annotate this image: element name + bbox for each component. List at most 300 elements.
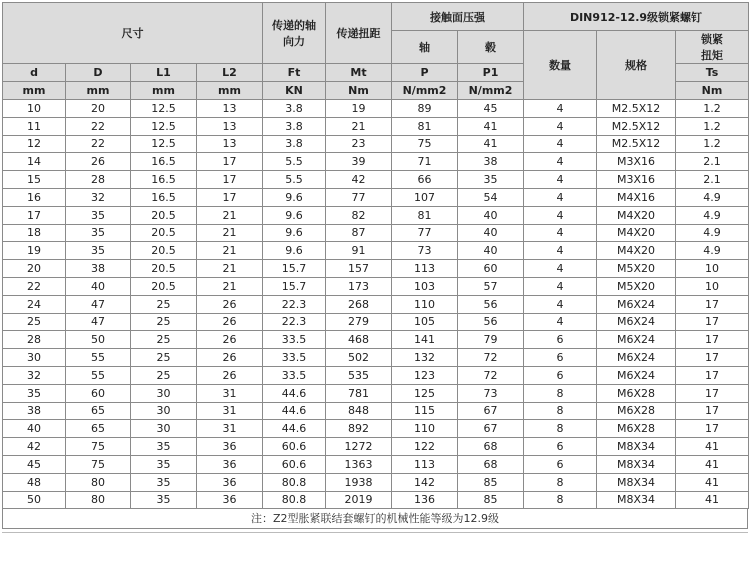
header-bolt-group: DIN912-12.9级锁紧螺钉 — [524, 3, 749, 31]
cell-Ts: 41 — [676, 455, 749, 473]
cell-P: 105 — [392, 313, 458, 331]
cell-quantity: 4 — [524, 295, 597, 313]
cell-L1: 20.5 — [131, 206, 197, 224]
cell-quantity: 6 — [524, 349, 597, 367]
cell-L2: 36 — [197, 455, 263, 473]
header-unit-P: N/mm2 — [392, 82, 458, 100]
cell-d: 30 — [3, 349, 66, 367]
cell-d: 12 — [3, 135, 66, 153]
table-row — [3, 420, 749, 438]
cell-Ft: 9.6 — [263, 188, 326, 206]
cell-Mt: 21 — [326, 117, 392, 135]
cell-Mt: 892 — [326, 420, 392, 438]
cell-Mt: 157 — [326, 260, 392, 278]
cell-P: 73 — [392, 242, 458, 260]
cell-P1: 56 — [458, 295, 524, 313]
cell-quantity: 4 — [524, 206, 597, 224]
cell-Ft: 9.6 — [263, 242, 326, 260]
cell-L2: 26 — [197, 331, 263, 349]
header-unit-d: mm — [3, 82, 66, 100]
cell-D: 32 — [66, 188, 131, 206]
cell-P: 71 — [392, 153, 458, 171]
cell-Ts: 4.9 — [676, 188, 749, 206]
table-row — [3, 100, 749, 118]
cell-P: 122 — [392, 438, 458, 456]
cell-L2: 31 — [197, 384, 263, 402]
cell-P1: 35 — [458, 171, 524, 189]
cell-Ts: 17 — [676, 384, 749, 402]
cell-Ts: 2.1 — [676, 153, 749, 171]
cell-D: 50 — [66, 331, 131, 349]
cell-L2: 21 — [197, 224, 263, 242]
header-spec: 规格 — [597, 31, 676, 100]
cell-d: 48 — [3, 473, 66, 491]
table-row — [3, 117, 749, 135]
cell-L2: 17 — [197, 171, 263, 189]
header-lock-torque-line2: 扭矩 — [701, 49, 724, 62]
cell-Ft: 9.6 — [263, 206, 326, 224]
cell-quantity: 8 — [524, 402, 597, 420]
spec-table-body — [3, 100, 749, 509]
cell-quantity: 6 — [524, 455, 597, 473]
cell-Ts: 41 — [676, 473, 749, 491]
cell-P1: 67 — [458, 420, 524, 438]
header-sym-P1: P1 — [458, 64, 524, 82]
table-row — [3, 473, 749, 491]
cell-quantity: 8 — [524, 384, 597, 402]
cell-P1: 40 — [458, 206, 524, 224]
header-sym-L1: L1 — [131, 64, 197, 82]
header-sym-Ts: Ts — [676, 64, 749, 82]
cell-Ft: 33.5 — [263, 331, 326, 349]
cell-D: 65 — [66, 402, 131, 420]
cell-d: 32 — [3, 366, 66, 384]
cell-P: 110 — [392, 420, 458, 438]
cell-Ft: 33.5 — [263, 349, 326, 367]
cell-P1: 38 — [458, 153, 524, 171]
cell-Mt: 39 — [326, 153, 392, 171]
cell-Ts: 17 — [676, 349, 749, 367]
cell-L1: 35 — [131, 438, 197, 456]
cell-L2: 26 — [197, 349, 263, 367]
cell-spec: M6X28 — [597, 402, 676, 420]
cell-L1: 35 — [131, 455, 197, 473]
cell-L1: 20.5 — [131, 277, 197, 295]
cell-L1: 30 — [131, 420, 197, 438]
table-row — [3, 188, 749, 206]
cell-Ft: 44.6 — [263, 402, 326, 420]
cell-d: 40 — [3, 420, 66, 438]
cell-P: 125 — [392, 384, 458, 402]
header-axial-force-line2: 向力 — [283, 35, 305, 48]
cell-quantity: 4 — [524, 188, 597, 206]
cell-Mt: 502 — [326, 349, 392, 367]
header-size-group: 尺寸 — [3, 3, 263, 64]
cell-Mt: 77 — [326, 188, 392, 206]
cell-Mt: 82 — [326, 206, 392, 224]
cell-spec: M6X24 — [597, 313, 676, 331]
cell-Ft: 44.6 — [263, 384, 326, 402]
cell-Ts: 17 — [676, 313, 749, 331]
cell-D: 28 — [66, 171, 131, 189]
cell-Ts: 17 — [676, 402, 749, 420]
cell-Ts: 1.2 — [676, 117, 749, 135]
cell-Ft: 80.8 — [263, 473, 326, 491]
header-sym-D: D — [66, 64, 131, 82]
header-unit-Mt: Nm — [326, 82, 392, 100]
cell-L2: 21 — [197, 242, 263, 260]
cell-P: 75 — [392, 135, 458, 153]
cell-L2: 26 — [197, 313, 263, 331]
cell-L1: 25 — [131, 313, 197, 331]
table-row — [3, 402, 749, 420]
cell-Ft: 9.6 — [263, 224, 326, 242]
table-row — [3, 349, 749, 367]
cell-spec: M6X28 — [597, 384, 676, 402]
cell-d: 14 — [3, 153, 66, 171]
cell-Mt: 1272 — [326, 438, 392, 456]
cell-D: 47 — [66, 295, 131, 313]
cell-L2: 21 — [197, 260, 263, 278]
cell-Mt: 87 — [326, 224, 392, 242]
cell-L2: 26 — [197, 366, 263, 384]
table-row — [3, 295, 749, 313]
cell-P1: 41 — [458, 135, 524, 153]
cell-D: 35 — [66, 224, 131, 242]
cell-quantity: 4 — [524, 277, 597, 295]
cell-spec: M2.5X12 — [597, 117, 676, 135]
table-row — [3, 384, 749, 402]
cell-Ts: 10 — [676, 277, 749, 295]
cell-D: 60 — [66, 384, 131, 402]
cell-P1: 73 — [458, 384, 524, 402]
table-row — [3, 171, 749, 189]
cell-Ts: 4.9 — [676, 224, 749, 242]
cell-d: 10 — [3, 100, 66, 118]
cell-Ft: 3.8 — [263, 117, 326, 135]
cell-Ft: 33.5 — [263, 366, 326, 384]
cell-P: 113 — [392, 455, 458, 473]
cell-Ts: 10 — [676, 260, 749, 278]
cell-quantity: 8 — [524, 420, 597, 438]
cell-D: 65 — [66, 420, 131, 438]
cell-d: 22 — [3, 277, 66, 295]
cell-d: 38 — [3, 402, 66, 420]
cell-spec: M6X28 — [597, 420, 676, 438]
cell-P1: 60 — [458, 260, 524, 278]
cell-spec: M6X24 — [597, 366, 676, 384]
table-row — [3, 206, 749, 224]
table-row — [3, 153, 749, 171]
cell-quantity: 4 — [524, 313, 597, 331]
cell-d: 11 — [3, 117, 66, 135]
cell-d: 50 — [3, 491, 66, 509]
table-row — [3, 135, 749, 153]
header-unit-P1: N/mm2 — [458, 82, 524, 100]
cell-P: 142 — [392, 473, 458, 491]
cell-P1: 41 — [458, 117, 524, 135]
cell-Ft: 60.6 — [263, 455, 326, 473]
cell-L1: 25 — [131, 295, 197, 313]
cell-Ts: 17 — [676, 331, 749, 349]
cell-P: 141 — [392, 331, 458, 349]
cell-Mt: 781 — [326, 384, 392, 402]
cell-spec: M3X16 — [597, 153, 676, 171]
cell-spec: M5X20 — [597, 277, 676, 295]
cell-Ts: 41 — [676, 491, 749, 509]
cell-Ft: 15.7 — [263, 260, 326, 278]
cell-spec: M2.5X12 — [597, 100, 676, 118]
cell-P1: 68 — [458, 438, 524, 456]
cell-d: 17 — [3, 206, 66, 224]
cell-P1: 45 — [458, 100, 524, 118]
cell-P1: 85 — [458, 473, 524, 491]
header-sym-Ft: Ft — [263, 64, 326, 82]
cell-Mt: 23 — [326, 135, 392, 153]
cell-quantity: 4 — [524, 100, 597, 118]
header-unit-D: mm — [66, 82, 131, 100]
cell-Ts: 1.2 — [676, 100, 749, 118]
cell-P: 66 — [392, 171, 458, 189]
cell-d: 42 — [3, 438, 66, 456]
cell-quantity: 4 — [524, 260, 597, 278]
header-unit-L2: mm — [197, 82, 263, 100]
cell-d: 15 — [3, 171, 66, 189]
cell-D: 55 — [66, 349, 131, 367]
cell-Ft: 3.8 — [263, 135, 326, 153]
cell-P: 81 — [392, 117, 458, 135]
cell-L1: 30 — [131, 402, 197, 420]
cell-Mt: 42 — [326, 171, 392, 189]
cell-Ts: 1.2 — [676, 135, 749, 153]
cell-Mt: 848 — [326, 402, 392, 420]
cell-L1: 20.5 — [131, 260, 197, 278]
cell-L2: 17 — [197, 188, 263, 206]
header-quantity: 数量 — [524, 31, 597, 100]
cell-L1: 20.5 — [131, 242, 197, 260]
cell-spec: M3X16 — [597, 171, 676, 189]
cell-Ts: 17 — [676, 420, 749, 438]
cell-P1: 54 — [458, 188, 524, 206]
bottom-divider — [2, 532, 748, 533]
cell-quantity: 8 — [524, 473, 597, 491]
cell-D: 22 — [66, 135, 131, 153]
cell-L2: 26 — [197, 295, 263, 313]
cell-L1: 30 — [131, 384, 197, 402]
table-row — [3, 366, 749, 384]
cell-L2: 36 — [197, 491, 263, 509]
cell-P1: 56 — [458, 313, 524, 331]
cell-P: 107 — [392, 188, 458, 206]
header-sym-L2: L2 — [197, 64, 263, 82]
header-sym-Mt: Mt — [326, 64, 392, 82]
cell-spec: M6X24 — [597, 295, 676, 313]
cell-P: 81 — [392, 206, 458, 224]
cell-quantity: 4 — [524, 135, 597, 153]
cell-P: 136 — [392, 491, 458, 509]
cell-d: 45 — [3, 455, 66, 473]
cell-Ft: 5.5 — [263, 153, 326, 171]
cell-L1: 12.5 — [131, 135, 197, 153]
cell-P: 110 — [392, 295, 458, 313]
header-pressure-group: 接触面压强 — [392, 3, 524, 31]
table-row — [3, 242, 749, 260]
table-row — [3, 331, 749, 349]
cell-quantity: 4 — [524, 153, 597, 171]
cell-L1: 16.5 — [131, 153, 197, 171]
header-unit-L1: mm — [131, 82, 197, 100]
cell-Ft: 80.8 — [263, 491, 326, 509]
cell-d: 35 — [3, 384, 66, 402]
cell-L2: 13 — [197, 100, 263, 118]
cell-Mt: 468 — [326, 331, 392, 349]
cell-L1: 12.5 — [131, 117, 197, 135]
header-sym-d: d — [3, 64, 66, 82]
cell-D: 35 — [66, 206, 131, 224]
cell-L1: 16.5 — [131, 188, 197, 206]
cell-D: 35 — [66, 242, 131, 260]
cell-d: 18 — [3, 224, 66, 242]
cell-quantity: 6 — [524, 366, 597, 384]
cell-D: 22 — [66, 117, 131, 135]
cell-d: 28 — [3, 331, 66, 349]
cell-Ft: 5.5 — [263, 171, 326, 189]
table-row — [3, 438, 749, 456]
header-lock-torque — [676, 31, 749, 64]
cell-quantity: 4 — [524, 224, 597, 242]
header-shaft: 轴 — [392, 31, 458, 64]
cell-P1: 40 — [458, 224, 524, 242]
table-row — [3, 224, 749, 242]
cell-P: 77 — [392, 224, 458, 242]
cell-P1: 68 — [458, 455, 524, 473]
expansion-coupling-spec-table — [2, 2, 749, 509]
cell-P1: 40 — [458, 242, 524, 260]
cell-Mt: 268 — [326, 295, 392, 313]
cell-L1: 20.5 — [131, 224, 197, 242]
cell-spec: M8X34 — [597, 473, 676, 491]
cell-D: 26 — [66, 153, 131, 171]
cell-L2: 21 — [197, 277, 263, 295]
cell-Ft: 22.3 — [263, 295, 326, 313]
cell-D: 38 — [66, 260, 131, 278]
cell-Ft: 44.6 — [263, 420, 326, 438]
cell-L2: 31 — [197, 402, 263, 420]
cell-L1: 25 — [131, 349, 197, 367]
table-footnote: 注：Z2型胀紧联结套螺钉的机械性能等级为12.9级 — [2, 509, 748, 529]
cell-quantity: 8 — [524, 491, 597, 509]
cell-spec: M4X16 — [597, 188, 676, 206]
cell-P1: 57 — [458, 277, 524, 295]
cell-L2: 31 — [197, 420, 263, 438]
cell-Ts: 17 — [676, 295, 749, 313]
cell-d: 19 — [3, 242, 66, 260]
cell-spec: M6X24 — [597, 331, 676, 349]
cell-P: 115 — [392, 402, 458, 420]
cell-L1: 12.5 — [131, 100, 197, 118]
cell-L1: 35 — [131, 491, 197, 509]
cell-L2: 21 — [197, 206, 263, 224]
cell-spec: M4X20 — [597, 242, 676, 260]
cell-spec: M8X34 — [597, 491, 676, 509]
cell-spec: M2.5X12 — [597, 135, 676, 153]
cell-L2: 13 — [197, 117, 263, 135]
cell-d: 25 — [3, 313, 66, 331]
cell-D: 55 — [66, 366, 131, 384]
header-axial-force — [263, 3, 326, 64]
spec-table-container — [2, 2, 748, 533]
cell-P: 89 — [392, 100, 458, 118]
cell-Ts: 2.1 — [676, 171, 749, 189]
cell-spec: M8X34 — [597, 438, 676, 456]
cell-spec: M4X20 — [597, 206, 676, 224]
cell-P: 132 — [392, 349, 458, 367]
cell-Ts: 4.9 — [676, 206, 749, 224]
cell-Mt: 279 — [326, 313, 392, 331]
cell-P: 103 — [392, 277, 458, 295]
cell-L1: 16.5 — [131, 171, 197, 189]
cell-P1: 72 — [458, 366, 524, 384]
cell-Ts: 4.9 — [676, 242, 749, 260]
cell-quantity: 4 — [524, 117, 597, 135]
cell-Mt: 1363 — [326, 455, 392, 473]
cell-Mt: 2019 — [326, 491, 392, 509]
cell-Mt: 173 — [326, 277, 392, 295]
table-row — [3, 491, 749, 509]
header-hub: 毂 — [458, 31, 524, 64]
cell-D: 20 — [66, 100, 131, 118]
cell-L2: 13 — [197, 135, 263, 153]
header-unit-Ft: KN — [263, 82, 326, 100]
cell-Ts: 41 — [676, 438, 749, 456]
cell-D: 75 — [66, 438, 131, 456]
cell-L2: 17 — [197, 153, 263, 171]
header-lock-torque-line1: 锁紧 — [701, 33, 724, 46]
cell-Mt: 91 — [326, 242, 392, 260]
cell-quantity: 4 — [524, 242, 597, 260]
cell-Ft: 22.3 — [263, 313, 326, 331]
cell-Mt: 19 — [326, 100, 392, 118]
cell-D: 40 — [66, 277, 131, 295]
cell-quantity: 4 — [524, 171, 597, 189]
cell-d: 24 — [3, 295, 66, 313]
cell-quantity: 6 — [524, 331, 597, 349]
cell-spec: M4X20 — [597, 224, 676, 242]
cell-P1: 85 — [458, 491, 524, 509]
table-row — [3, 313, 749, 331]
cell-Ft: 60.6 — [263, 438, 326, 456]
table-row — [3, 260, 749, 278]
cell-Ts: 17 — [676, 366, 749, 384]
header-torque: 传递扭距 — [326, 3, 392, 64]
cell-L1: 25 — [131, 366, 197, 384]
cell-D: 47 — [66, 313, 131, 331]
cell-P: 113 — [392, 260, 458, 278]
cell-L2: 36 — [197, 473, 263, 491]
cell-P1: 67 — [458, 402, 524, 420]
cell-quantity: 6 — [524, 438, 597, 456]
cell-Ft: 15.7 — [263, 277, 326, 295]
cell-spec: M8X34 — [597, 455, 676, 473]
header-axial-force-line1: 传递的轴 — [272, 19, 316, 32]
cell-D: 80 — [66, 473, 131, 491]
header-unit-Ts: Nm — [676, 82, 749, 100]
table-row — [3, 455, 749, 473]
cell-P1: 79 — [458, 331, 524, 349]
cell-Mt: 1938 — [326, 473, 392, 491]
cell-L2: 36 — [197, 438, 263, 456]
cell-spec: M6X24 — [597, 349, 676, 367]
